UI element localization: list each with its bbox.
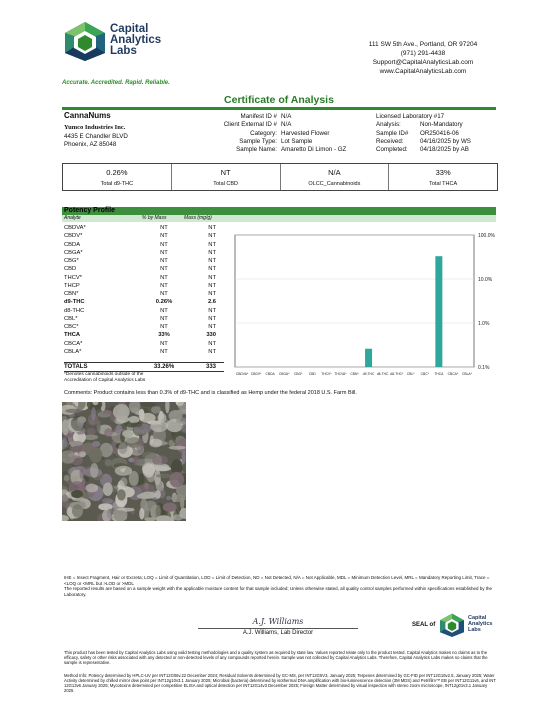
analyte-name: CBC* <box>64 324 79 330</box>
col-percent: % by Mass <box>142 215 167 221</box>
email: Support@CapitalAnalyticsLab.com <box>372 59 474 66</box>
bud-texture <box>131 422 143 427</box>
analyte-mass: NT <box>208 324 216 330</box>
x-tick-label: CBDA <box>265 372 275 376</box>
lab-info-row <box>376 121 471 129</box>
bud-texture <box>140 402 156 407</box>
col-mass: Mass (mg/g) <box>184 215 212 221</box>
bud-texture <box>112 510 125 515</box>
analyte-name: CBCA* <box>64 340 83 347</box>
sample-row <box>205 113 346 121</box>
potency-chart <box>230 230 498 382</box>
client-city: Phoenix, AZ 85048 <box>64 140 117 148</box>
potency-row <box>64 331 224 339</box>
analyte-name: CBDVA* <box>64 225 86 231</box>
bud-texture <box>169 446 186 450</box>
potency-row <box>64 282 224 290</box>
website: www.CapitalAnalyticsLab.com <box>379 68 467 75</box>
lab-info-row <box>376 130 471 138</box>
bud-texture <box>115 466 132 476</box>
analyte-mass: NT <box>208 258 216 264</box>
x-tick-label: d9-THC <box>362 372 375 376</box>
lab-info <box>376 113 471 154</box>
seal-name-line: Labs <box>468 627 481 633</box>
analyte-name: CBDV* <box>64 233 83 240</box>
summary-cell <box>172 164 281 190</box>
sample-key: Manifest ID # <box>240 113 277 120</box>
disclaimer: This product has been tested by Capital Analytics Labs using valid testing methodologies and a quality system as required by state law. Values reported relate only to the product tested. Capital Analytics makes no claims as to the efficacy, safety or other risks associated with any detected or non-detected levels of any compounds reported herein. Sample was not collected by Capital Analytics Labs. Therefore, Capital Analytics Labs makes no claims that the sample is representative. <box>64 650 488 665</box>
analyte-mass: NT <box>208 249 216 256</box>
signatory-name: A.J. Williams, Lab Director <box>242 630 314 636</box>
analyte-percent: NT <box>160 233 168 240</box>
x-tick-label: d8-THC <box>376 372 389 376</box>
analyte-percent: NT <box>160 241 168 248</box>
lab-info-value: OR250416-06 <box>420 129 459 137</box>
capital-analytics-logo-icon <box>60 20 110 62</box>
lab-info-row <box>376 138 471 146</box>
client-block <box>64 112 128 149</box>
seal-label: SEAL of <box>412 622 436 628</box>
lab-info-value: Non-Mandatory <box>420 121 463 129</box>
analyte-percent: NT <box>160 324 168 330</box>
legend-line: The reported results are based on a sample weight with the applicable moisture content for that sample included; Unless otherwise stated, all quality control samples performed within specifications established by the Laboratory. <box>64 586 492 597</box>
lab-info-key: Sample ID# <box>376 129 409 137</box>
analyte-mass: NT <box>208 274 216 281</box>
analyte-name: CBDA <box>64 241 81 248</box>
bud-texture <box>105 459 113 466</box>
lab-info-key: Received: <box>376 137 404 145</box>
bud-texture <box>92 441 100 447</box>
analyte-percent: NT <box>160 249 168 256</box>
analyte-mass: NT <box>208 241 216 248</box>
analyte-mass: 2.6 <box>207 299 216 306</box>
seal-lab-name <box>468 615 492 633</box>
x-tick-label: THCA <box>434 372 444 376</box>
potency-row <box>64 323 224 331</box>
analyte-mass: NT <box>208 315 216 322</box>
totals-label: TOTALS <box>64 364 88 370</box>
col-analyte: Analyte <box>64 215 81 221</box>
lab-info-value: 04/16/2025 by WS <box>420 137 471 145</box>
bud-texture <box>137 493 152 499</box>
potency-row <box>64 232 224 240</box>
potency-subheader-bar <box>62 215 496 222</box>
analyte-name: CBN* <box>64 291 79 297</box>
bud-texture <box>91 407 96 420</box>
analyte-mass: NT <box>208 233 216 240</box>
x-tick-label: CBN* <box>350 372 359 376</box>
lab-info-key: Completed: <box>376 146 408 154</box>
x-tick-label: CBDVA* <box>235 372 249 376</box>
bud-texture <box>103 483 113 496</box>
bud-texture <box>166 496 171 500</box>
bud-texture <box>65 409 81 413</box>
abbreviation-legend <box>64 575 496 597</box>
analyte-mass: NT <box>208 282 216 289</box>
sample-key: Category: <box>250 129 277 137</box>
lab-name-line: Capital <box>110 23 149 35</box>
bud-texture <box>102 410 112 414</box>
potency-row <box>64 249 224 257</box>
analyte-name: THCV* <box>64 274 83 281</box>
potency-row <box>64 348 224 356</box>
y-tick-label: 100.0% <box>478 233 495 239</box>
bud-texture <box>139 409 145 421</box>
summary-cell <box>63 164 172 190</box>
bud-texture <box>78 416 87 423</box>
sample-value: N/A <box>281 121 292 129</box>
bud-texture <box>170 472 185 488</box>
totals-mass: 333 <box>205 364 216 370</box>
chart-bar <box>365 349 372 367</box>
method-info: Method Info: Potency determined by HPLC-UV per INT12G06v.22 December 2024; Residual Solvents determined by GC-MS, per INT12G5V3, January 2025; Terpenes determined by GC-FID per INT12G16v2.5, January 2025; Water Activity determined by chilled mirror dew point per INT12g10v3.1 January 2025; Microbial (bacteria) determined by isothermal DNA amplification with bio-luminescence detection (3M MDS) and Petrifilm™ EB per INT12G11v6, and INT 12G13v6 January 2025; Mycotoxins determined per competitive ELISA and optical detection per INT12G14v3 December 2025; Foreign Matter determined by visual inspection with stereo zoom microscope, INT12g01v3.1 January 2025 <box>64 673 496 693</box>
signature-block <box>198 617 358 636</box>
sample-row <box>205 146 346 154</box>
lab-info-row <box>376 146 471 154</box>
analyte-name: CBLA* <box>64 348 82 355</box>
bud-texture <box>72 504 83 517</box>
totals-percent: 33.26% <box>153 364 175 370</box>
sample-row <box>205 130 346 138</box>
analyte-mass: NT <box>208 340 216 347</box>
analyte-percent: NT <box>160 340 168 347</box>
product-name: CannaNums <box>64 111 111 120</box>
analyte-percent: NT <box>160 225 168 231</box>
bud-texture <box>87 428 96 435</box>
y-tick-label: 0.1% <box>478 365 490 371</box>
sample-value: Amaretto Di Limon - GZ <box>281 146 347 154</box>
analyte-percent: NT <box>160 282 168 289</box>
analyte-percent: NT <box>160 348 168 355</box>
sample-photo <box>62 402 186 521</box>
analyte-percent: NT <box>160 266 168 273</box>
sample-key: Client External ID # <box>223 121 277 129</box>
bud-texture <box>90 463 98 478</box>
signature-line <box>198 628 358 629</box>
bud-texture <box>79 451 86 456</box>
potency-row <box>64 290 224 298</box>
bud-texture <box>139 508 144 520</box>
x-tick-label: THCV* <box>321 372 332 376</box>
x-tick-label: CBL* <box>406 372 415 376</box>
phone: (971) 291-4438 <box>400 50 446 57</box>
analyte-percent: NT <box>160 258 168 264</box>
bud-texture <box>182 450 186 464</box>
bud-texture <box>69 441 83 446</box>
potency-row <box>64 241 224 249</box>
lab-name-line: Labs <box>110 45 137 57</box>
lab-name-line: Analytics <box>110 34 162 46</box>
seal-logo-icon <box>437 612 467 638</box>
summary-value: 0.26% <box>106 168 128 177</box>
analyte-mass: NT <box>208 291 216 297</box>
page-title: Certificate of Analysis <box>62 94 496 108</box>
lab-info-value: 04/18/2025 by AB <box>420 146 469 154</box>
seal-name-line: Analytics <box>468 621 493 627</box>
analyte-mass: NT <box>208 225 216 231</box>
potency-header-bar <box>62 207 496 215</box>
analyte-percent: NT <box>160 315 168 322</box>
x-tick-label: CBD <box>308 372 316 376</box>
analyte-percent: 33% <box>158 332 170 339</box>
analyte-name: THCA <box>64 332 81 339</box>
summary-label: Total d9-THC <box>100 181 134 187</box>
x-tick-label: CBCA* <box>447 372 459 376</box>
chart-bar <box>435 256 442 367</box>
seal-name-line: Capital <box>468 615 487 621</box>
potency-totals-row <box>64 362 224 372</box>
x-tick-label: CBGA* <box>278 372 290 376</box>
x-tick-label: THCVA* <box>334 372 347 376</box>
x-tick-label: CBLA* <box>462 372 472 376</box>
bud-texture <box>145 501 157 512</box>
signature-script: A.J. Williams <box>252 617 304 626</box>
header-rule <box>62 107 496 110</box>
analyte-mass: 330 <box>206 332 216 339</box>
bud-texture <box>97 420 101 432</box>
potency-row <box>64 298 224 306</box>
potency-title: Potency Profile <box>64 207 115 214</box>
legend-line: IHE = Insect Fragment, Hair or Excreta; LOQ = Limit of Quantitation, LOD = Limit of Detection, ND = Not Detected, N/A = Not Applicable, MDL = Minimum Detection Level, MRL = Mandatory Reporting Limit, Trace = <LOQ or <MRL but >LOD or >MDL <box>64 575 490 586</box>
analyte-percent: NT <box>160 291 168 297</box>
x-tick-label: CBC* <box>420 372 429 376</box>
potency-row <box>64 265 224 273</box>
bud-texture <box>85 484 98 493</box>
analyte-name: CBGA* <box>64 249 83 256</box>
bud-texture <box>64 475 70 482</box>
analyte-mass: NT <box>208 307 216 314</box>
analyte-name: THCP <box>64 282 80 289</box>
bud-texture <box>113 404 130 419</box>
sample-info <box>205 113 346 154</box>
potency-row <box>64 274 224 282</box>
y-tick-label: 1.0% <box>478 321 490 327</box>
bud-texture <box>129 416 140 423</box>
sample-row <box>205 121 346 129</box>
summary-cell <box>389 164 497 190</box>
bud-texture <box>173 514 183 520</box>
accreditation-note: *Denotes cannabinoids outside of the Accreditation of Capital Analytics Labs <box>64 372 146 383</box>
analyte-name: d8-THC <box>64 307 85 314</box>
potency-table <box>64 224 224 356</box>
lab-info-key: Analysis: <box>376 121 401 129</box>
x-tick-label: CBG* <box>294 372 303 376</box>
bud-texture <box>107 508 112 518</box>
potency-row <box>64 224 224 232</box>
summary-label: Total CBD <box>213 181 238 187</box>
analyte-mass: NT <box>208 266 216 273</box>
bud-texture <box>117 489 126 500</box>
sample-key: Sample Name: <box>236 146 277 154</box>
lab-address <box>353 40 493 76</box>
lab-name <box>110 24 161 57</box>
sample-value: Lot Sample <box>281 137 313 145</box>
potency-row <box>64 307 224 315</box>
bud-texture <box>122 430 133 437</box>
analyte-name: CBD <box>64 266 77 273</box>
potency-row <box>64 257 224 265</box>
summary-value: NT <box>220 168 231 177</box>
bud-texture <box>150 420 168 432</box>
analyte-percent: NT <box>160 307 168 314</box>
summary-value: 33% <box>435 168 451 177</box>
summary-value: N/A <box>328 168 341 177</box>
bud-texture <box>80 469 84 479</box>
potency-row <box>64 315 224 323</box>
bud-texture <box>149 439 162 448</box>
address-line: 111 SW 5th Ave., Portland, OR 97204 <box>368 41 478 48</box>
analyte-percent: NT <box>160 274 168 281</box>
bud-texture <box>171 495 186 502</box>
sample-value: N/A <box>281 113 292 120</box>
license-number: Licensed Laboratory #17 <box>376 113 445 120</box>
comments: Comments: Product contains less than 0.3% of d9-THC and is classified as Hemp under the federal 2018 U.S. Farm Bill. <box>64 390 357 396</box>
bud-texture <box>89 447 102 462</box>
bud-texture <box>152 455 168 465</box>
client-company: Yumco Industries Inc. <box>64 124 126 132</box>
bud-texture <box>133 456 139 465</box>
client-address: 4435 E Chandler BLVD <box>64 132 128 140</box>
bud-texture <box>157 406 161 413</box>
potency-row <box>64 340 224 348</box>
tagline: Accurate. Accredited. Rapid. Reliable. <box>62 80 170 86</box>
analyte-name: d9-THC <box>64 299 85 306</box>
bud-texture <box>120 477 128 486</box>
x-tick-label: Δ8-THC* <box>390 372 404 376</box>
summary-cell <box>281 164 390 190</box>
bud-texture <box>102 498 113 504</box>
sample-row <box>205 138 346 146</box>
analyte-mass: NT <box>208 348 216 355</box>
summary-box <box>62 163 498 191</box>
bud-texture <box>71 490 83 498</box>
analyte-name: CBG* <box>64 258 79 264</box>
summary-label: OLCC_Cannabinoids <box>308 181 361 187</box>
y-tick-label: 10.0% <box>478 277 493 283</box>
sample-value: Harvested Flower <box>281 129 330 137</box>
bud-texture <box>104 428 113 437</box>
bud-texture <box>143 463 155 477</box>
x-tick-label: CBDV* <box>250 372 262 376</box>
bud-texture <box>163 503 177 512</box>
sample-key: Sample Type: <box>239 137 277 145</box>
analyte-percent: 0.26% <box>155 299 173 306</box>
summary-label: Total THCA <box>429 181 458 187</box>
bud-texture <box>118 443 127 454</box>
analyte-name: CBL* <box>64 315 78 322</box>
